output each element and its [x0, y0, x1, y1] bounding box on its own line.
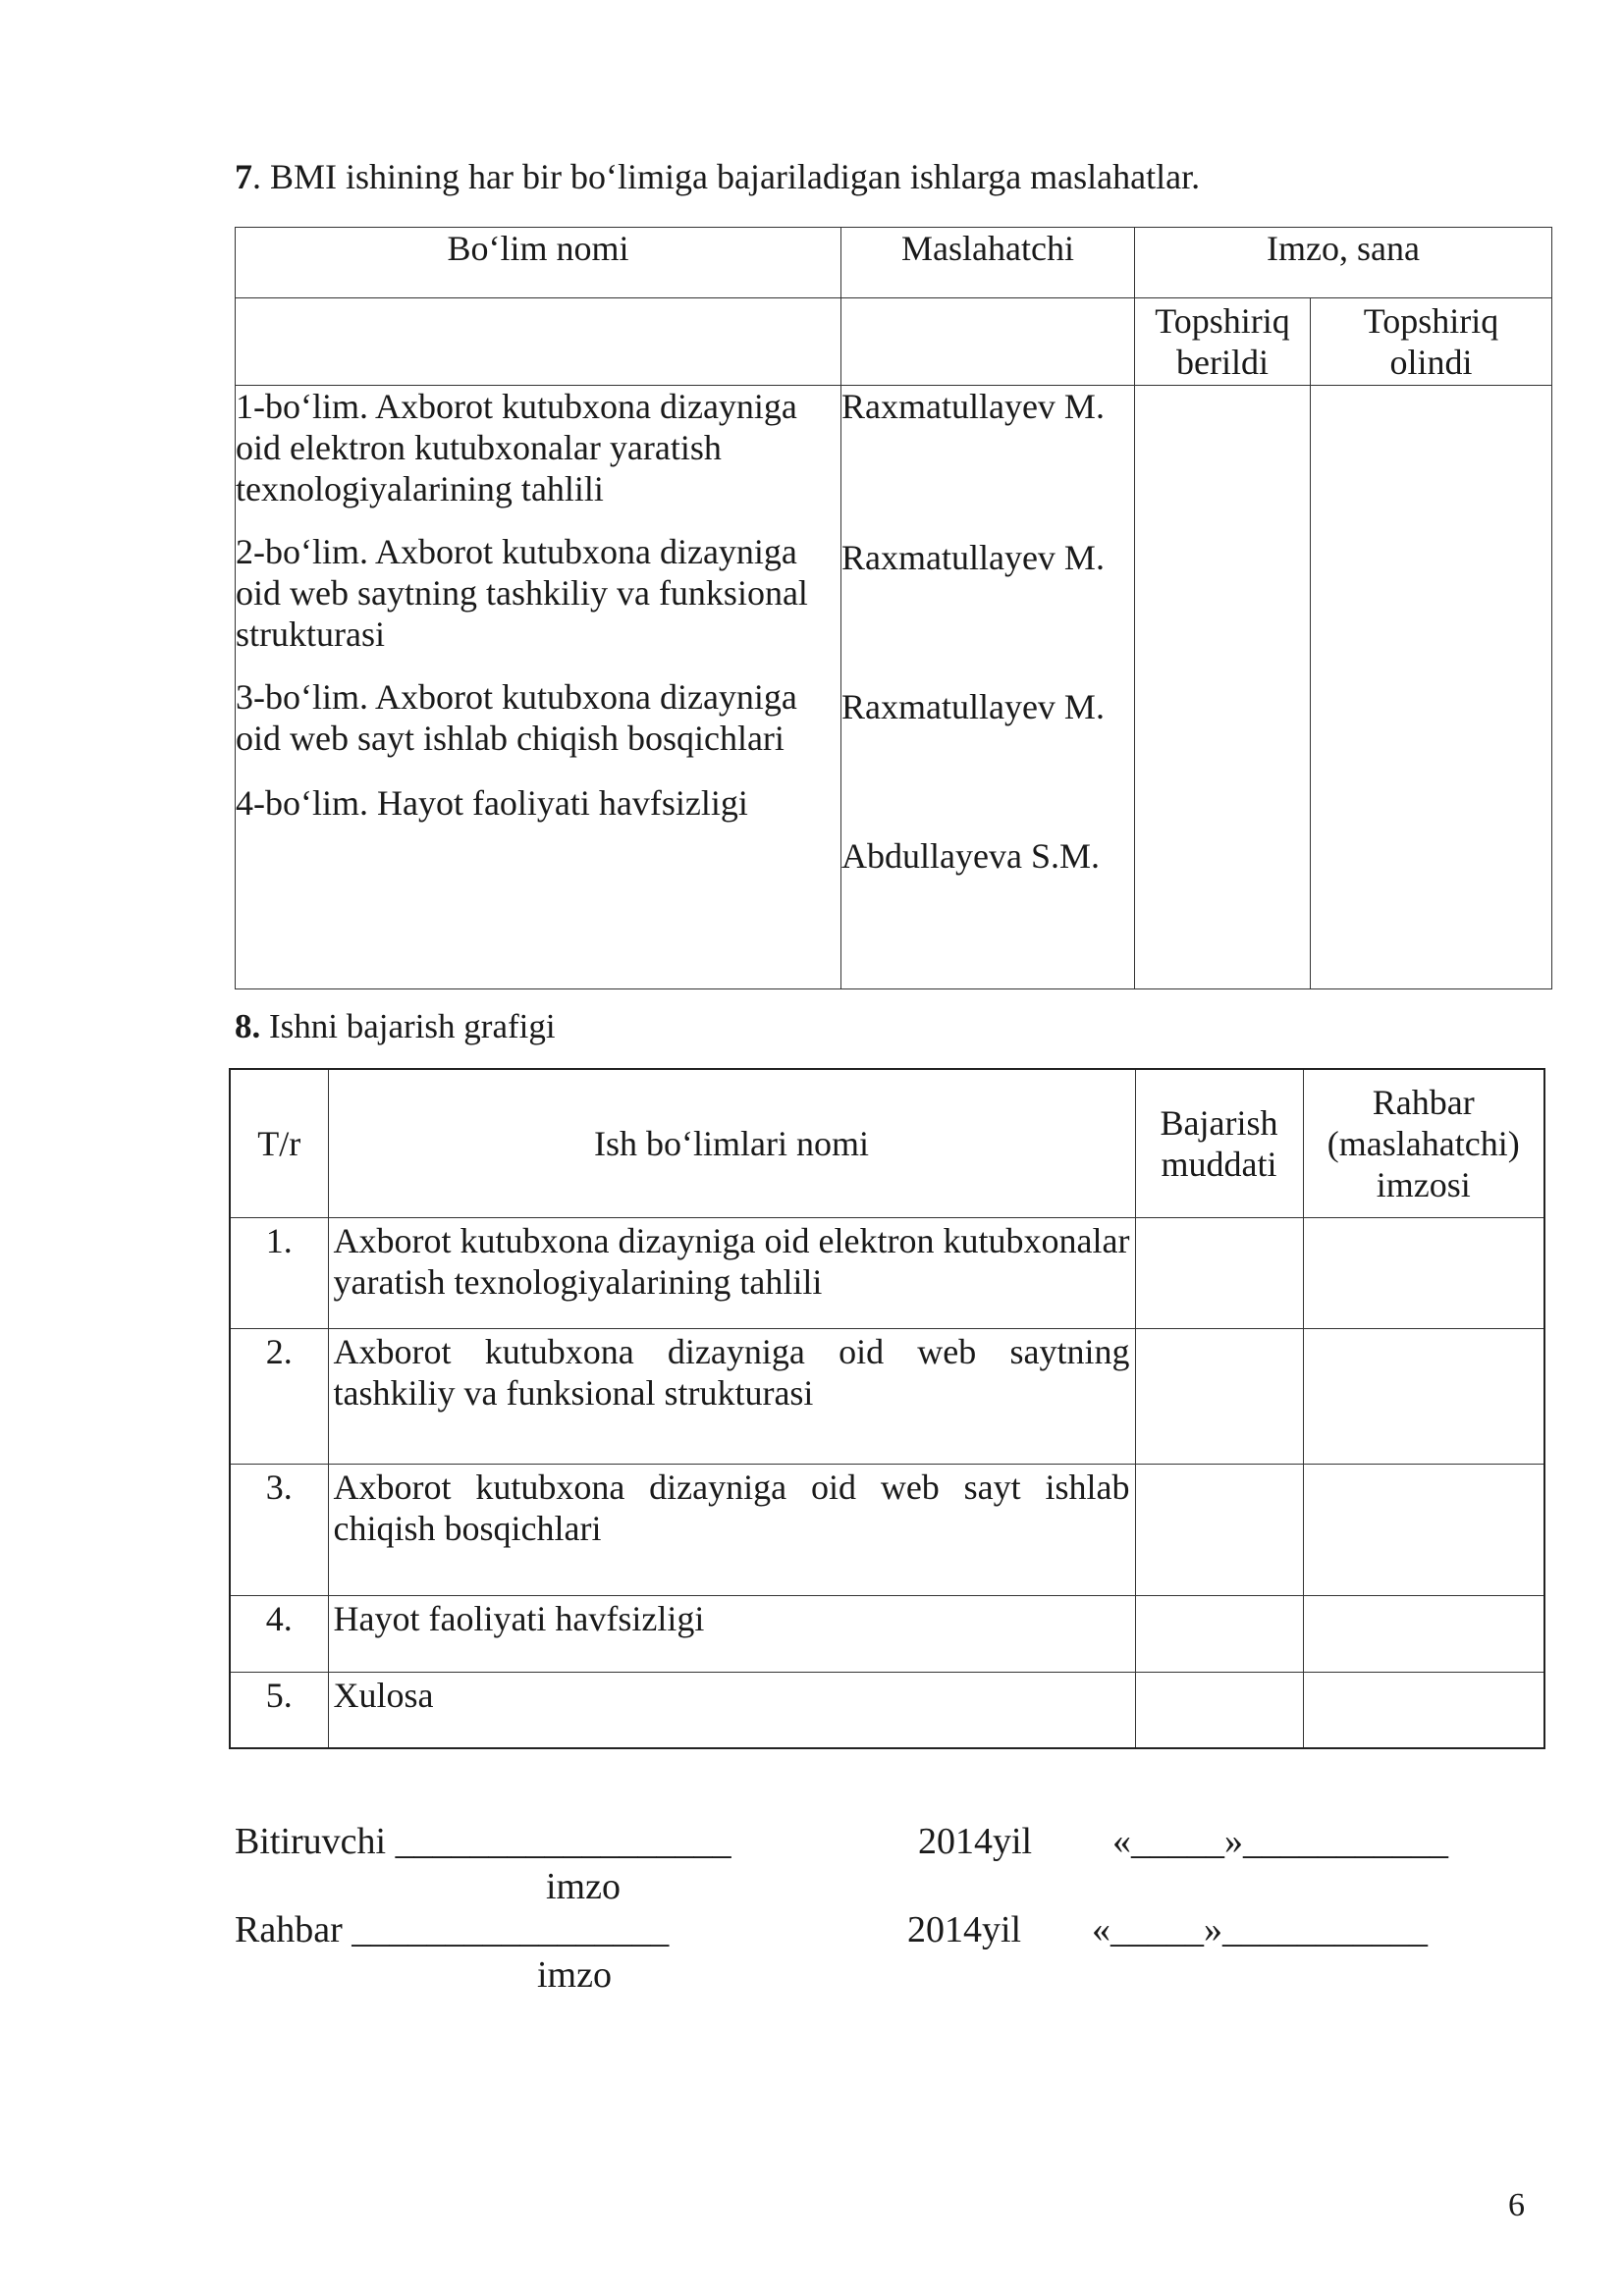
schedule-row-num: 2. — [230, 1328, 328, 1464]
graduate-year: 2014yil — [918, 1821, 1033, 1862]
header-num: T/r — [230, 1069, 328, 1217]
advisors-table-subheader-row — [236, 298, 1552, 386]
advisor-item-3: Raxmatullayev M. — [841, 687, 1105, 726]
graduate-date-blank: «_____»___________ — [1112, 1821, 1448, 1862]
section-8-number: 8. — [235, 1007, 261, 1045]
section-list-cell — [236, 386, 841, 989]
advisor-item-4: Abdullayeva S.M. — [841, 836, 1100, 876]
supervisor-signature-line — [235, 1908, 669, 1951]
schedule-row-1 — [230, 1217, 1544, 1328]
schedule-row-num: 5. — [230, 1672, 328, 1748]
section-7-number: 7 — [235, 157, 252, 196]
schedule-row-num: 3. — [230, 1464, 328, 1595]
page-number: 6 — [1508, 2187, 1525, 2223]
advisor-item-1: Raxmatullayev M. — [841, 387, 1105, 426]
task-received-line1: Topshiriq — [1363, 301, 1499, 341]
advisor-list-cell — [841, 386, 1135, 989]
deadline-line2: muddati — [1161, 1144, 1277, 1184]
header-signature-date: Imzo, sana — [1135, 228, 1552, 298]
schedule-row-deadline — [1135, 1672, 1303, 1748]
task-received-line2: olindi — [1389, 343, 1473, 382]
section-8-title: Ishni bajarish grafigi — [260, 1007, 556, 1045]
section-7-heading — [235, 155, 1200, 198]
schedule-header-row — [230, 1069, 1544, 1217]
schedule-row-3 — [230, 1464, 1544, 1595]
supervisor-label: Rahbar — [235, 1909, 343, 1950]
task-given-line1: Topshiriq — [1155, 301, 1290, 341]
schedule-row-signature — [1303, 1217, 1544, 1328]
section-item-2: 2-bo‘lim. Axborot kutubxona dizayniga oid web saytning tashkiliy va funksional strukturasi — [236, 532, 808, 654]
section-item-3: 3-bo‘lim. Axborot kutubxona dizayniga oid web sayt ishlab chiqish bosqichlari — [236, 677, 797, 758]
schedule-row-deadline — [1135, 1217, 1303, 1328]
section-item-1: 1-bo‘lim. Axborot kutubxona dizayniga oid elektron kutubxonalar yaratish texnologiyalarining tahlili — [236, 387, 797, 508]
subheader-empty-1 — [236, 298, 841, 386]
schedule-row-deadline — [1135, 1328, 1303, 1464]
header-advisor: Maslahatchi — [841, 228, 1135, 298]
schedule-row-name: Axborot kutubxona dizayniga oid web saytning tashkiliy va funksional strukturasi — [328, 1328, 1135, 1464]
header-work-section-name: Ish bo‘limlari nomi — [328, 1069, 1135, 1217]
task-given-line2: berildi — [1176, 343, 1269, 382]
graduate-sign-caption: imzo — [546, 1866, 621, 1907]
graduate-label: Bitiruvchi — [235, 1821, 387, 1862]
supervisor-date-blank: «_____»___________ — [1092, 1909, 1428, 1950]
schedule-row-5 — [230, 1672, 1544, 1748]
section-7-title: . BMI ishining har bir bo‘limiga bajariladigan ishlarga maslahatlar. — [252, 157, 1201, 196]
schedule-row-name: Axborot kutubxona dizayniga oid web sayt ishlab chiqish bosqichlari — [328, 1464, 1135, 1595]
header-task-given — [1135, 298, 1311, 386]
supervisor-line3: imzosi — [1376, 1164, 1471, 1204]
deadline-line1: Bajarish — [1160, 1102, 1278, 1143]
subheader-empty-2 — [841, 298, 1135, 386]
schedule-row-name: Hayot faoliyati havfsizligi — [328, 1595, 1135, 1672]
supervisor-line2: (maslahatchi) — [1326, 1123, 1520, 1163]
supervisor-sign-caption: imzo — [537, 1954, 612, 1996]
schedule-row-signature — [1303, 1672, 1544, 1748]
advisors-table — [235, 227, 1552, 989]
advisors-table-body-row — [236, 386, 1552, 989]
schedule-row-4 — [230, 1595, 1544, 1672]
supervisor-year: 2014yil — [907, 1909, 1022, 1950]
task-received-cell — [1311, 386, 1552, 989]
supervisor-line1: Rahbar — [1372, 1082, 1475, 1122]
header-deadline — [1135, 1069, 1303, 1217]
section-item-4: 4-bo‘lim. Hayot faoliyati havfsizligi — [236, 783, 748, 823]
header-supervisor-signature — [1303, 1069, 1544, 1217]
schedule-row-signature — [1303, 1595, 1544, 1672]
header-task-received — [1311, 298, 1552, 386]
section-8-heading — [235, 1005, 556, 1048]
advisor-item-2: Raxmatullayev M. — [841, 538, 1105, 577]
graduate-signature-line — [235, 1820, 731, 1863]
schedule-row-deadline — [1135, 1595, 1303, 1672]
schedule-row-num: 1. — [230, 1217, 328, 1328]
schedule-table — [229, 1068, 1545, 1749]
schedule-row-signature — [1303, 1464, 1544, 1595]
schedule-row-deadline — [1135, 1464, 1303, 1595]
task-given-cell — [1135, 386, 1311, 989]
graduate-blank: __________________ — [395, 1821, 731, 1862]
header-section-name: Bo‘lim nomi — [236, 228, 841, 298]
schedule-row-signature — [1303, 1328, 1544, 1464]
supervisor-blank: _________________ — [352, 1909, 670, 1950]
schedule-row-name: Xulosa — [328, 1672, 1135, 1748]
schedule-row-name: Axborot kutubxona dizayniga oid elektron kutubxonalar yaratish texnologiyalarining tahlili — [328, 1217, 1135, 1328]
schedule-row-2 — [230, 1328, 1544, 1464]
advisors-table-header-row — [236, 228, 1552, 298]
schedule-row-num: 4. — [230, 1595, 328, 1672]
